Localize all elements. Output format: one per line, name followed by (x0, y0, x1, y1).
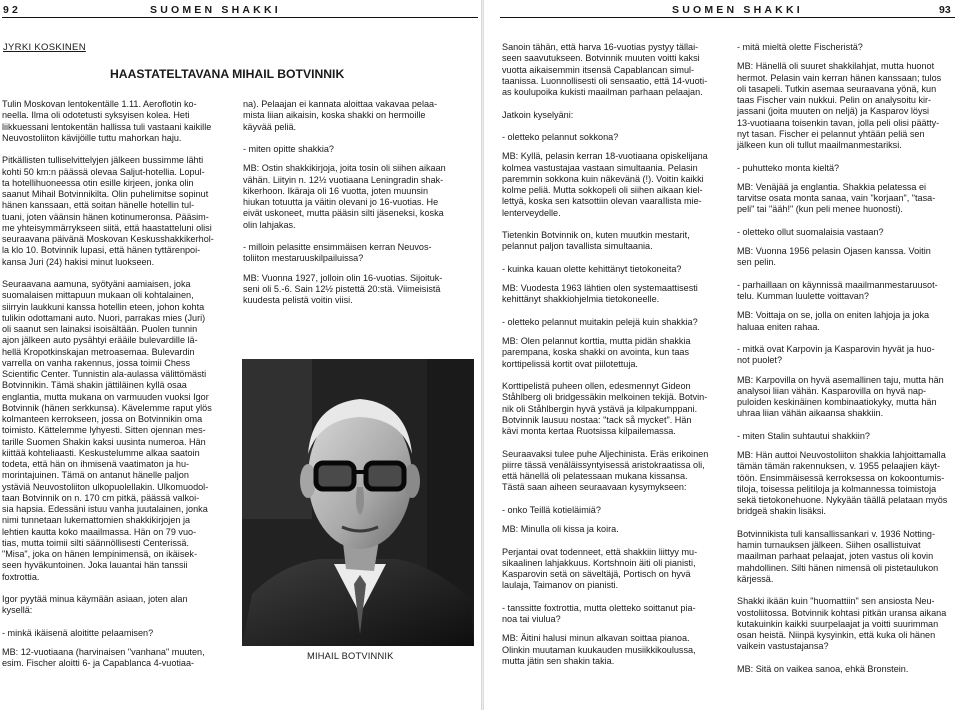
paragraph-capablanca: Sanoin tähän, että harva 16-vuotias pystyy tällai- seen saavutukseen. Botvinnik muuten voitti kaksi vuotta aikaisemmin itsensä Capablancan simul- taanissa. Luonnollisesti oli sensaatio, että 14-vuoti- as koulupoika kukisti maailman parhaan pelaajan. (502, 42, 708, 97)
answer-computers: MB: Vuodesta 1963 lähtien olen systemaattisesti kehittänyt shakkiohjelmia tietokoneelle. (502, 283, 698, 305)
question-finns: - oletteko ollut suomalaisia vastaan? (737, 226, 884, 237)
question-karpov-kasparov: - mitkä ovat Karpovin ja Kasparovin hyvät ja huo- not puolet? (737, 344, 935, 366)
paragraph-hardest-opponent: Shakki ikään kuin "huomattiin" sen ansiosta Neu- vostoliitossa. Botvinnik kohtasi pitkän uransa aikana kutakuinkin kaikki suurpelaajat ja voitti suurimman osan heistä. Niinpä kysyinkin, että kuka oli hänen vaikein vastustajansa? (737, 596, 947, 652)
answer-blindfold: MB: Kyllä, pelasin kerran 18-vuotiaana opiskelijana kolmea vastustajaa vastaan simultaania. Pelasin paremmin sokkona kuin näkevänä (!). Voitin kaikki kolme peliä. Mutta sokkopeli oli siihen aikaan kiel- lettyä, koska sen katsottiin olevan vaaraIlista mie- lenterveydelle. (502, 151, 708, 218)
right-page-number: 93 (939, 4, 951, 16)
answer-start-age-cont: na). Pelaajan ei kannata aloittaa vakavaa pelaa- mista liian aikaisin, koska shakki on hermoille käyvää peliä. (243, 99, 438, 132)
answer-start-age: MB: 12-vuotiaana (harvinaisen "vanhana" muuten, esim. Fischer aloitti 6- ja Capablanca 4-vuotiaa- (2, 647, 205, 669)
question-stalin: - miten Stalin suhtautui shakkiin? (737, 430, 870, 441)
author-byline: JYRKI KOSKINEN (3, 42, 86, 53)
right-running-title: SUOMEN SHAKKI (672, 4, 803, 16)
answer-bronstein: MB: Sitä on vaikea sanoa, ehkä Bronstein. (737, 663, 909, 674)
paragraph-igor: Igor pyytää minua käymään asiaan, joten alan kysellä: (2, 594, 188, 616)
question-computers: - kuinka kauan olette kehittänyt tietokoneita? (502, 263, 682, 274)
left-header-rule (2, 17, 478, 18)
right-header-rule (500, 17, 955, 18)
question-other-games: - oletteko pelannut muitakin pelejä kuin shakkia? (502, 316, 698, 327)
answer-finns: MB: Vuonna 1956 pelasin Ojasen kanssa. Voitin sen pelin. (737, 246, 931, 268)
answer-stalin: MB: Hän auttoi Neuvostoliiton shakkia lahjoittamalla tämän tämän rakennuksen, v. 1955 pelaajien käyt- töön. Ensimmäisessä kerroksessa on kokoontumis- tiloja, toisessa pelitiloja ja kolmannessa toimistoja sekä tietokonehuone. Nykyään täällä pelataan myös bridgeä shakin lisäksi. (737, 450, 948, 517)
question-first-championship: - milloin pelasitte ensimmäisen kerran Neuvos- toliiton mestaruuskilpailuissa? (243, 242, 432, 264)
question-fischer: - mitä mieltä olette Fischeristä? (737, 42, 863, 52)
answer-world-championship: MB: Voittaja on se, jolla on eniten lahjoja ja joka haluaa eniten rahaa. (737, 310, 930, 332)
paragraph-arrival: Tulin Moskovan lentokentälle 1.11. Aeroflotin ko- neella. Ilma oli odotetusti syksyisen kolea. Heti liikkuessani lentokentän hallissa tuli vastaani kaikille Neuvostoliiton kävijöille tuttu mahorkan haju. (2, 99, 212, 143)
column-4 (737, 42, 959, 675)
paragraph-simultaneous: Tietenkin Botvinnik on, kuten muutkin mestarit, pelannut paljon tavallista simultaania. (502, 230, 690, 252)
answer-pets: MB: Minulla oli kissa ja koira. (502, 524, 619, 534)
left-running-title: SUOMEN SHAKKI (150, 4, 281, 16)
question-instruments: - tanssitte foxtrottia, mutta oletteko soittanut pia- noa tai viulua? (502, 602, 696, 624)
paragraph-aljechin: Seuraavaksi tulee puhe Aljechinista. Eräs erikoinen piirre tässä venäläissyntyisessä aristokraatissa oli, että hänellä oli pelatessaan mukana kissansa. Tästä saan aiheen seuraavaan kysymykseen: (502, 448, 709, 493)
left-page-number: 92 (3, 4, 22, 16)
column-1 (2, 99, 234, 670)
question-languages: - puhutteko monta kieltä? (737, 162, 840, 173)
column-2 (243, 99, 475, 306)
paragraph-music: Perjantai ovat todenneet, että shakkiin liittyy mu- sikaalinen lahjakkuus. Kortshnoin äiti oli pianisti, Kasparovin setä on säveltäjä, Portisch on hyvä laulaja, Taimanov on pianisti. (502, 546, 698, 591)
question-blindfold: - oletteko pelannut sokkona? (502, 132, 619, 142)
column-3 (502, 42, 724, 667)
answer-other-games: MB: Olen pelannut korttia, mutta pidän shakkia parempana, koska shakki on avointa, kun taas korttipelissä kortit ovat piilotettuja. (502, 336, 691, 369)
answer-fischer: MB: Hänellä oli suuret shakkilahjat, mutta huonot hermot. Pelasin vain kerran hänen kanssaan; tulos oli tasapeli. Tutkin asemaa seuraavana yönä, kun taas Fischer vain nukkui. Pelin on analysoitu kir- jassani (joita muuten on neljä) ja Kasparov löysi 13-vuotiaana toisenkin tavan, jolla peli olisi päätty- nyt tasan. Fischer ei pelannut yhtään peliä sen jälkeen kun oli tullut maailmanmestariksi. (737, 61, 942, 150)
paragraph-stahlberg: Korttipelistä puheen ollen, edesmennyt Gideon Ståhlberg oli bridgessäkin melkoinen tekijä. Botvin- nik oli Ståhlbergin hyvä ystävä ja kilpakumppani. Botvinnik lausuu nostaa: "tack så mycket". Hän kävi monta kertaa Ruotsissa kilpailemassa. (502, 381, 708, 436)
answer-instruments: MB: Äitini halusi minun alkavan soittaa pianoa. Olinkin muutaman kuukauden musiikkikoulussa, mutta jätin sen shakin takia. (502, 633, 696, 666)
answer-first-championship: MB: Vuonna 1927, jolloin olin 16-vuotias. Sijoituk- seni oli 5.-6. Sain 12½ pistettä 20:stä. Viimeisistä kuudesta pelistä voitin viisi. (243, 272, 443, 305)
question-how-learned: - miten opitte shakkia? (243, 144, 334, 154)
botvinnik-portrait-photo (242, 359, 474, 646)
paragraph-meeting: Seuraavana aamuna, syötyäni aamiaisen, joka suomalaisen mittapuun mukaan oli kohtalainen, siirryin laukkuni kanssa hotellin eteen, johon kohta tulikin odottamani auto. Nuori, parrakas mies (Juri) oli saanut sen lainaksi isoisältään. Puolen tunnin ajon jälkeen auto pysähtyi erääile bulevardille lä- hellä Kropotkinskajan metroasemaa. Bulevardin varrella on vanha rakennus, jossa toimii Chess Scientific Center. Tunnistin ala-aulassa välittömästi Botvinnikin. Tämä shakin jättiläinen kyllä osaa englantia, mutta mukana on varmuuden vuoksi Igor Botvinnik (hänen serkkunsa). Kävelemme raput ylös kolmanteen kerrokseen, jossa on Botvinnikin oma toimisto. Kättelemme lyhyesti. Sitten ojennan mes- tarille Suomen Shakin kaksi uusinta numeroa. Hän kiittää kohteliaasti. Keskustelumme alkaa saatoin todeta, että hän on ihmisenä vaatimaton ja hu- morintajuinen. Tämä on antanut hänelle paljon ystäviä Neuvostoliiton ulkopuolellakin. Ulkomuodol- taan Botvinnik on n. 170 cm pitkä, päässä valkoi- sia hapsia. Edessäni istuu vanha juutalainen, jonka nimi tunnetaan lukemattomien shakkikirjojen ja lehtien kautta koko maailmassa. Hän on 79 vuo- tias, mutta toimii silti säännöllisesti Centerissä. "Misa", joka on hänen lempinimensä, on ikäisek- seen hyväkuntoinen. Joka lauantai hän tanssii foxtrottia. (2, 279, 212, 582)
answer-how-learned: MB: Ostin shakkikirjoja, joita tosin oli siihen aikaan vähän. Liityin n. 12½ vuotiaana Leningradin shak- kikerhoon. Ikäraja oli 16 vuotta, joten muunsin hiukan totuutta ja väitin olevani jo 16-vuotias. He eivät uskoneet, mutta pääsin silti jäseneksi, koska olin lahjakas. (243, 163, 446, 230)
paragraph-nottingham: Botvinnikista tuli kansallissankari v. 1936 Notting- hamin turnauksen jälkeen. Siihen osallistuivat maailman parhaat pelaajat, joten vastus oli kovin mahdollinen. Silti hänen nimensä oli pistetaulukon kärjessä. (737, 528, 939, 584)
photo-caption: MIHAIL BOTVINNIK (307, 651, 394, 661)
paragraph-continue: Jatkoin kyselyäni: (502, 109, 574, 120)
question-pets: - onko Teillä kotieläimiä? (502, 504, 601, 515)
question-start-age: - minkä ikäisenä aloititte pelaamisen? (2, 627, 154, 638)
question-world-championship: - parhaillaan on käynnissä maailmanmestaruusot- telu. Kumman luulette voittavan? (737, 279, 938, 301)
article-title: HAASTATELTAVANA MIHAIL BOTVINNIK (110, 67, 345, 81)
paragraph-hotel: Pitkällisten tulliselvittelyjen jälkeen bussimme lähti kohti 50 km:n päässä olevaa Saljut-hotellia. Lopul- ta hotellihuoneessa otin esille kirjeen, jonka olin saanut Mihail Botvinnikilta. Olin puhelimitse sopinut hänen kanssaan, että soitan hänelle hotellin tul- tuani, joten väänsin hänen kotinumeronsa. Pääsim- me yhteisymmärrykseen siitä, että haastatteluni olisi seuraavana päivänä Moskovan Keskusshakkikerhol- la klo 10. Botvinnik lupasi, että hänen tyttärenpoi- kansa Juri (24) hakisi minut luokseen. (2, 155, 214, 267)
book-spine (481, 0, 484, 710)
answer-languages: MB: Venäjää ja englantia. Shakkia pelatessa ei tarvitse osata monta sanaa, vain "korjaan", "tasa- peli" tai "ääh!" (kun peli menee huonosti). (737, 181, 936, 215)
answer-karpov-kasparov: MB: Karpovilla on hyvä asemallinen taju, mutta hän analysoi liian vähän. Kasparovilla on hyvä nap- puloiden keskinäinen kombinaatiokyky, mutta hän uhraa liian vähän aikaansa shakkiin. (737, 374, 944, 419)
